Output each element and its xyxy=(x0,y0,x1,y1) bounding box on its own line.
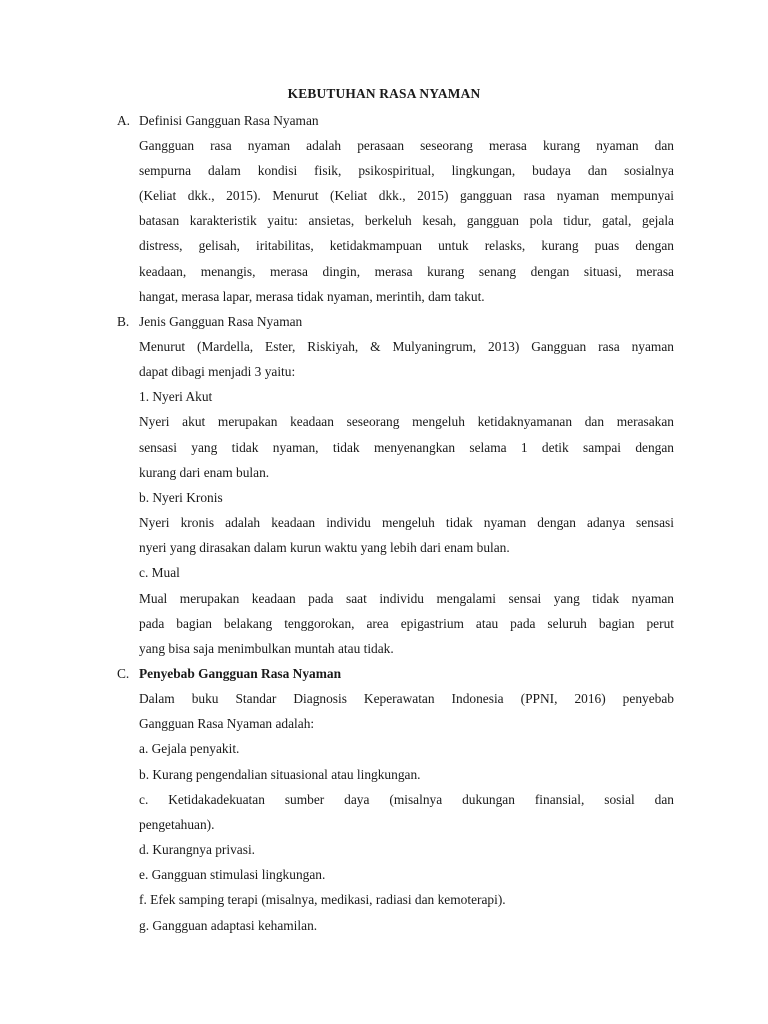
section-c-marker: C. xyxy=(117,666,130,681)
list-item: f. Efek samping terapi (misalnya, medikasi, radiasi dan kemoterapi). xyxy=(139,892,506,907)
list-item: b. Kurang pengendalian situasional atau lingkungan. xyxy=(139,767,421,782)
section-b-marker: B. xyxy=(117,314,130,329)
paragraph-line: nyeri yang dirasakan dalam kurun waktu yang lebih dari enam bulan. xyxy=(139,540,510,555)
paragraph-line: sempurna dalam kondisi fisik, psikospiritual, lingkungan, budaya dan sosialnya xyxy=(139,163,674,178)
list-item-heading: b. Nyeri Kronis xyxy=(139,490,223,505)
paragraph-line: Nyeri kronis adalah keadaan individu mengeluh tidak nyaman dengan adanya sensasi xyxy=(139,515,674,530)
list-item-heading: c. Mual xyxy=(139,565,180,580)
paragraph-line: kurang dari enam bulan. xyxy=(139,465,270,480)
list-item-heading: 1. Nyeri Akut xyxy=(139,389,213,404)
paragraph-line: Nyeri akut merupakan keadaan seseorang mengeluh ketidaknyamanan dan merasakan xyxy=(139,414,674,429)
section-c-heading: Penyebab Gangguan Rasa Nyaman xyxy=(139,666,342,681)
paragraph-line: dapat dibagi menjadi 3 yaitu: xyxy=(139,364,296,379)
list-item-continuation: pengetahuan). xyxy=(139,817,215,832)
paragraph-line: yang bisa saja menimbulkan muntah atau tidak. xyxy=(139,641,394,656)
paragraph-line: pada bagian belakang tenggorokan, area epigastrium atau pada seluruh bagian perut xyxy=(139,616,674,631)
paragraph-line: (Keliat dkk., 2015). Menurut (Keliat dkk., 2015) gangguan rasa nyaman mempunyai xyxy=(139,188,674,203)
paragraph-line: keadaan, menangis, merasa dingin, merasa kurang senang dengan situasi, merasa xyxy=(139,264,674,279)
section-a-marker: A. xyxy=(117,113,131,128)
paragraph-line: batasan karakteristik yaitu: ansietas, berkeluh kesah, gangguan pola tidur, gatal, gejala xyxy=(139,213,674,228)
paragraph-line: Mual merupakan keadaan pada saat individu mengalami sensai yang tidak nyaman xyxy=(139,591,674,606)
paragraph-line: Gangguan rasa nyaman adalah perasaan seseorang merasa kurang nyaman dan xyxy=(139,138,674,153)
paragraph-line: Menurut (Mardella, Ester, Riskiyah, & Mulyaningrum, 2013) Gangguan rasa nyaman xyxy=(139,339,674,354)
list-item: e. Gangguan stimulasi lingkungan. xyxy=(139,867,326,882)
paragraph-line: Gangguan Rasa Nyaman adalah: xyxy=(139,716,315,731)
section-b-heading: Jenis Gangguan Rasa Nyaman xyxy=(139,314,303,329)
list-item: c. Ketidakadekuatan sumber daya (misalnya dukungan finansial, sosial dan xyxy=(139,792,674,807)
paragraph-line: distress, gelisah, iritabilitas, ketidakmampuan untuk relasks, kurang puas dengan xyxy=(139,238,674,253)
list-item: a. Gejala penyakit. xyxy=(139,741,240,756)
list-item: d. Kurangnya privasi. xyxy=(139,842,256,857)
section-a-heading: Definisi Gangguan Rasa Nyaman xyxy=(139,113,319,128)
paragraph-line: sensasi yang tidak nyaman, tidak menyenangkan selama 1 detik sampai dengan xyxy=(139,440,674,455)
list-item: g. Gangguan adaptasi kehamilan. xyxy=(139,918,318,933)
document-title: KEBUTUHAN RASA NYAMAN xyxy=(287,86,481,101)
paragraph-line: Dalam buku Standar Diagnosis Keperawatan Indonesia (PPNI, 2016) penyebab xyxy=(139,691,674,706)
paragraph-line: hangat, merasa lapar, merasa tidak nyaman, merintih, dam takut. xyxy=(139,289,485,304)
